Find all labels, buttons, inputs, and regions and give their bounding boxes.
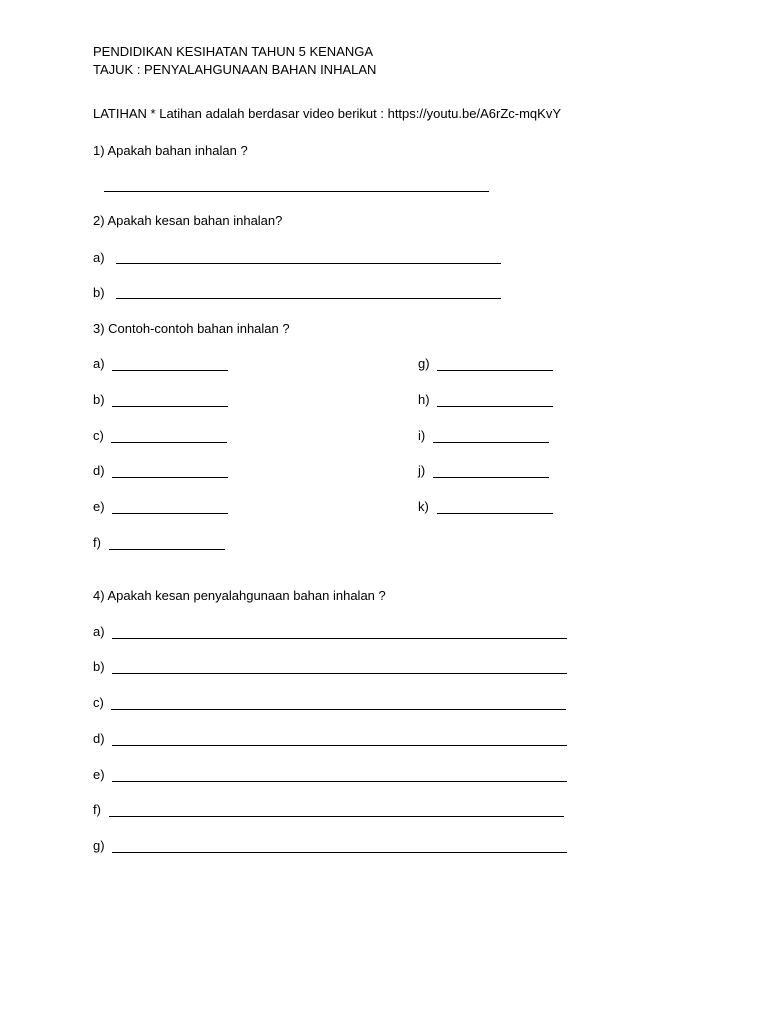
- q3-item-label: j): [418, 463, 426, 478]
- answer-line-q3-i: [433, 442, 549, 443]
- question-2: 2) Apakah kesan bahan inhalan?: [93, 213, 283, 228]
- answer-line-q3-f: [109, 549, 225, 550]
- question-4: 4) Apakah kesan penyalahgunaan bahan inhalan ?: [93, 588, 386, 603]
- answer-line-q3-e: [112, 513, 228, 514]
- answer-line-q3-g: [437, 370, 553, 371]
- answer-line-q4-b: [112, 673, 567, 674]
- exercise-instructions: LATIHAN * Latihan adalah berdasar video berikut : https://youtu.be/A6rZc-mqKvY: [93, 106, 561, 121]
- worksheet-topic-title: TAJUK : PENYALAHGUNAAN BAHAN INHALAN: [93, 62, 377, 77]
- question-1: 1) Apakah bahan inhalan ?: [93, 143, 248, 158]
- q2-item-label: a): [93, 250, 105, 265]
- q3-item-label: a): [93, 356, 105, 371]
- q3-item-label: e): [93, 499, 105, 514]
- q3-item-label: b): [93, 392, 105, 407]
- answer-line-q1: [104, 191, 489, 192]
- q4-item-label: g): [93, 838, 105, 853]
- answer-line-q4-c: [111, 709, 566, 710]
- q3-item-label: i): [418, 428, 426, 443]
- answer-line-q3-h: [437, 406, 553, 407]
- answer-line-q4-d: [112, 745, 567, 746]
- q4-item-label: c): [93, 695, 104, 710]
- answer-line-q2-a: [116, 263, 501, 264]
- q4-item-label: e): [93, 767, 105, 782]
- answer-line-q3-a: [112, 370, 228, 371]
- question-3: 3) Contoh-contoh bahan inhalan ?: [93, 321, 290, 336]
- q4-item-label: d): [93, 731, 105, 746]
- q3-item-label: f): [93, 535, 101, 550]
- answer-line-q3-c: [111, 442, 227, 443]
- answer-line-q3-k: [437, 513, 553, 514]
- q4-item-label: f): [93, 802, 101, 817]
- q3-item-label: d): [93, 463, 105, 478]
- answer-line-q4-f: [109, 816, 564, 817]
- q3-item-label: k): [418, 499, 429, 514]
- answer-line-q3-j: [433, 477, 549, 478]
- answer-line-q4-e: [112, 781, 567, 782]
- answer-line-q4-g: [112, 852, 567, 853]
- q4-item-label: b): [93, 659, 105, 674]
- q4-item-label: a): [93, 624, 105, 639]
- answer-line-q3-b: [112, 406, 228, 407]
- q2-item-label: b): [93, 285, 105, 300]
- q3-item-label: g): [418, 356, 430, 371]
- answer-line-q4-a: [112, 638, 567, 639]
- q3-item-label: h): [418, 392, 430, 407]
- q3-item-label: c): [93, 428, 104, 443]
- answer-line-q2-b: [116, 298, 501, 299]
- worksheet-subject-title: PENDIDIKAN KESIHATAN TAHUN 5 KENANGA: [93, 44, 374, 59]
- answer-line-q3-d: [112, 477, 228, 478]
